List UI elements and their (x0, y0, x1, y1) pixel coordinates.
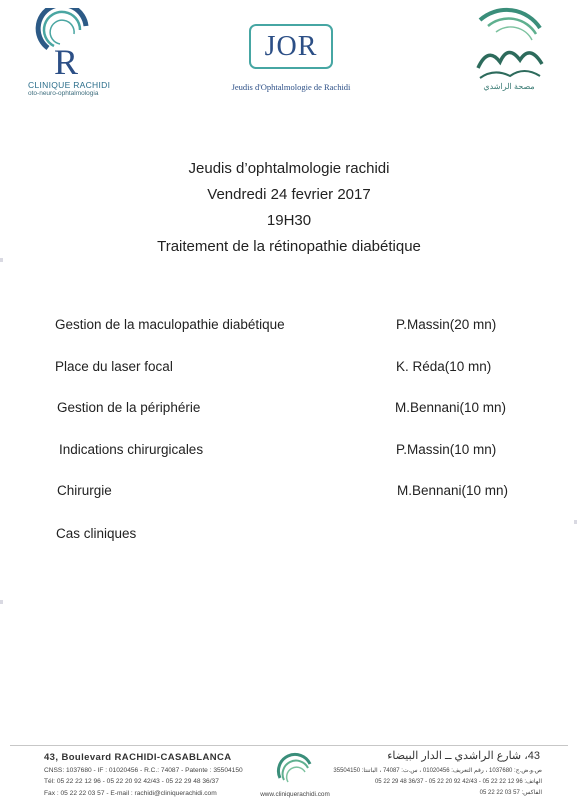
event-series-title: Jeudis d’ophtalmologie rachidi (188, 160, 390, 177)
program-topic: Gestion de la maculopathie diabétique (55, 317, 285, 332)
jor-acronym: JOR (264, 30, 318, 62)
footer-arabic-address: 43، شارع الراشدي ــ الدار البيضاء (387, 750, 540, 762)
program-topic: Place du laser focal (55, 359, 173, 374)
scan-artifact (0, 600, 3, 604)
scan-artifact (574, 520, 577, 524)
jor-subtitle: Jeudis d'Ophtalmologie de Rachidi (231, 82, 351, 92)
footer-address: 43, Boulevard RACHIDI-CASABLANCA (44, 752, 232, 763)
program-topic: Gestion de la périphérie (57, 400, 201, 415)
program-speaker: M.Bennani(10 mn) (395, 400, 507, 415)
clinique-name: CLINIQUE RACHIDI (28, 80, 111, 90)
arabic-clinic-caption: مصحة الراشدي (483, 82, 535, 91)
program-speaker: P.Massin(10 mn) (396, 442, 497, 457)
program-topic: Cas cliniques (56, 526, 137, 541)
program-speaker: K. Réda(10 mn) (396, 359, 492, 374)
jor-logo (249, 24, 333, 69)
footer-fax: Fax : 05 22 22 03 57 - E-mail : rachidi@cliniquerachidi.com (44, 790, 217, 797)
footer-arabic-fax: الفاكس: 57 03 22 22 05 (479, 790, 542, 796)
event-time: 19H30 (266, 212, 312, 229)
event-date: Vendredi 24 fevrier 2017 (207, 186, 371, 203)
event-topic: Traitement de la rétinopathie diabétique (157, 238, 421, 255)
footer-arabic-ids: ص.و.ض.ج: 1037680 ، رقم التعريف: 01020456 ، س.ت: 74087 ، الباتنتا: 35504150 (333, 768, 542, 774)
footer-website[interactable]: www.cliniquerachidi.com (260, 791, 330, 798)
program-speaker: M.Bennani(10 mn) (397, 483, 509, 498)
footer-ids: CNSS: 1037680 - IF : 01020456 - R.C.: 74087 - Patente : 35504150 (44, 767, 243, 774)
footer-divider (10, 745, 568, 746)
footer-tel: Tél: 05 22 22 12 96 - 05 22 20 92 42/43 - 05 22 29 48 36/37 (44, 778, 219, 785)
program-topic: Indications chirurgicales (59, 442, 204, 457)
program-speaker: P.Massin(20 mn) (396, 317, 497, 332)
svg-text:R: R (54, 42, 79, 82)
program-topic: Chirurgie (57, 483, 112, 498)
clinique-tagline: oto-neuro-ophtalmologia (28, 90, 99, 97)
scan-artifact (0, 258, 3, 262)
footer-logo (272, 752, 318, 790)
footer-arabic-tel: الهاتف: 96 12 22 22 05 - 42/43 92 20 22 05 - 36/37 48 29 22 05 (374, 779, 542, 785)
